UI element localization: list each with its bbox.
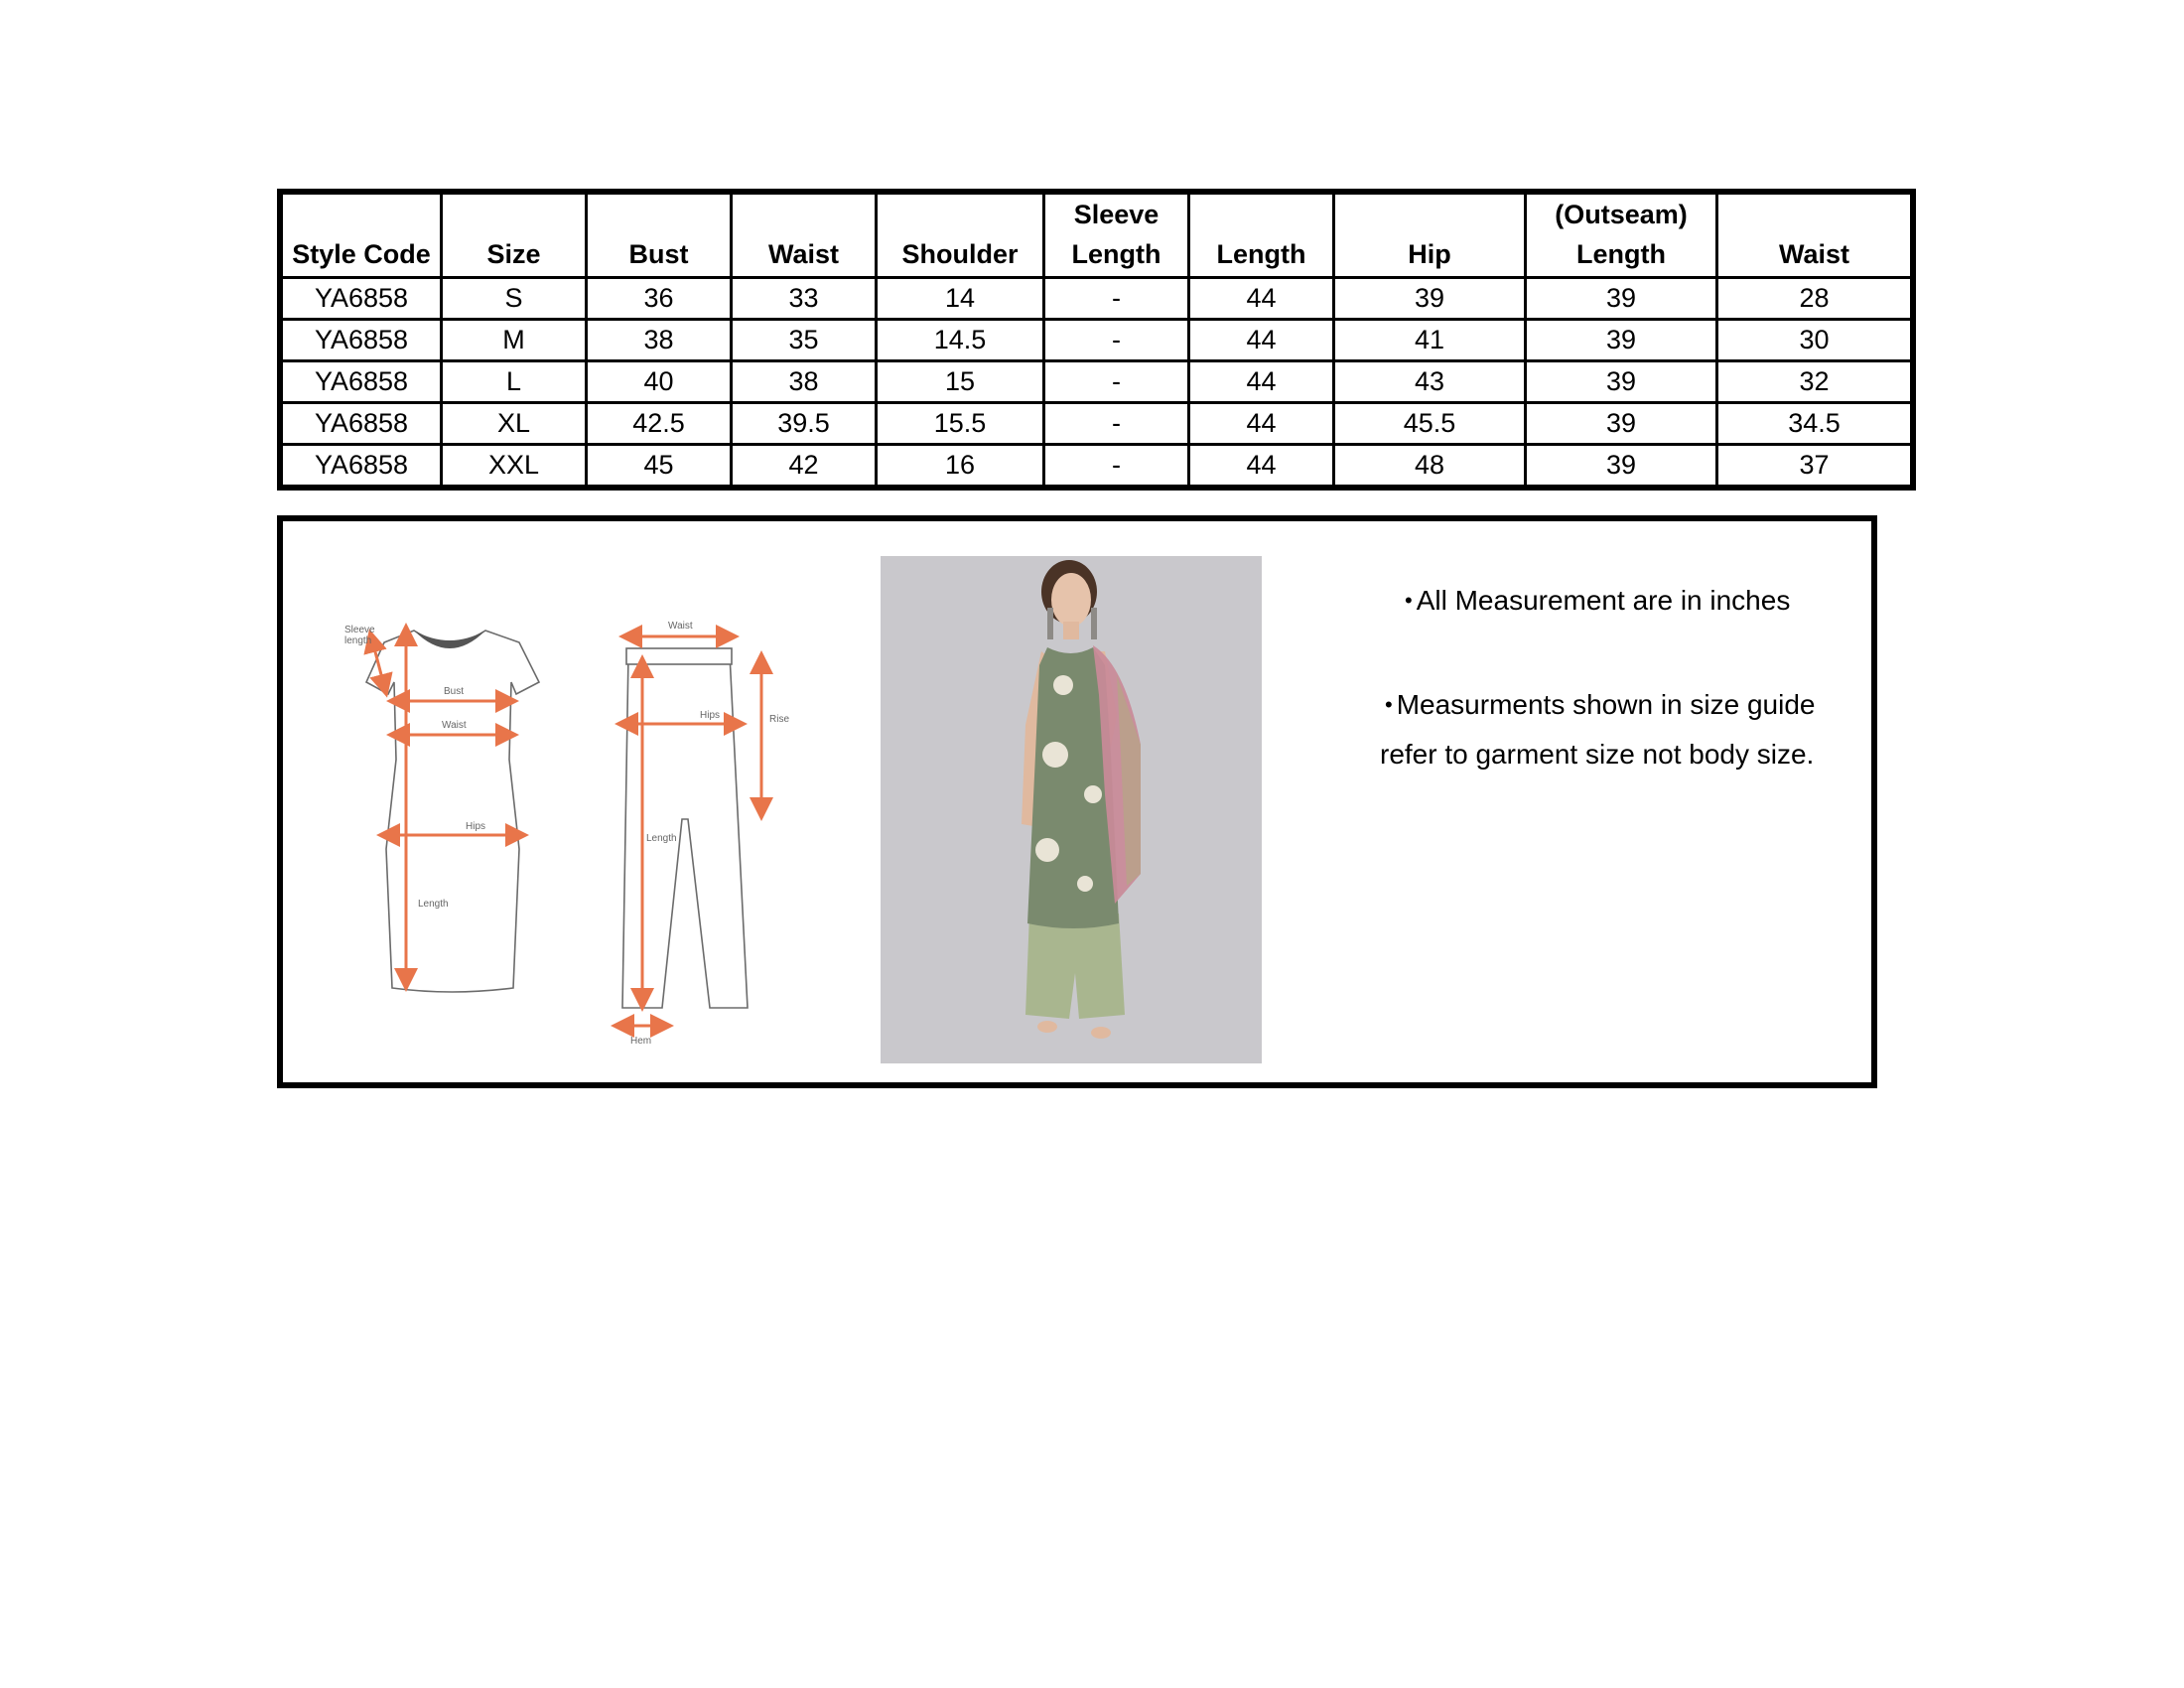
model-photo (881, 556, 1262, 1063)
column-header (732, 192, 877, 278)
model-face (1051, 573, 1091, 627)
column-header-line: Sleeve (1073, 200, 1160, 229)
column-header (877, 192, 1044, 278)
table-cell: 37 (1717, 445, 1914, 489)
column-header (442, 192, 587, 278)
bullet-icon: • (1385, 692, 1393, 717)
column-header (1717, 192, 1914, 278)
kurta-sleeve-label-1: Sleeve (344, 625, 375, 635)
column-header-line: Hip (1408, 239, 1451, 269)
table-row (280, 278, 1913, 320)
column-header (1526, 192, 1717, 278)
print-flower (1042, 742, 1068, 768)
kurta-outline (366, 631, 539, 992)
table-cell: YA6858 (280, 320, 442, 361)
table-cell: 39 (1526, 320, 1717, 361)
column-header-line: Waist (767, 239, 839, 269)
column-header-line: Shoulder (901, 239, 1019, 269)
column-header-line: Length (1071, 239, 1161, 269)
table-cell: 41 (1334, 320, 1526, 361)
table-cell: 44 (1189, 445, 1334, 489)
print-flower (1035, 838, 1059, 862)
info-box (277, 515, 1877, 1088)
table-cell: 48 (1334, 445, 1526, 489)
table-cell: 39 (1526, 361, 1717, 403)
column-header-line: Style Code (292, 239, 431, 269)
column-header (1044, 192, 1189, 278)
table-cell: 39 (1526, 278, 1717, 320)
table-cell: 38 (587, 320, 732, 361)
table-cell: 35 (732, 320, 877, 361)
table-cell: - (1044, 445, 1189, 489)
size-table (277, 189, 1916, 491)
model-foot-right (1091, 1027, 1111, 1039)
table-cell: 34.5 (1717, 403, 1914, 445)
table-cell: - (1044, 320, 1189, 361)
table-cell: XL (442, 403, 587, 445)
note-garment-size-text-2: refer to garment size not body size. (1380, 739, 1815, 770)
table-cell: - (1044, 361, 1189, 403)
table-cell: YA6858 (280, 278, 442, 320)
column-header-line: (Outseam) (1555, 200, 1688, 229)
column-header-line: Size (486, 239, 541, 269)
earring-right (1091, 608, 1097, 639)
table-row (280, 320, 1913, 361)
model-neck (1063, 622, 1079, 639)
table-cell: 14 (877, 278, 1044, 320)
table-cell: 39.5 (732, 403, 877, 445)
table-cell: S (442, 278, 587, 320)
pants-measurement-diagram (591, 611, 789, 1067)
table-cell: YA6858 (280, 361, 442, 403)
table-row (280, 403, 1913, 445)
table-row (280, 361, 1913, 403)
table-cell: M (442, 320, 587, 361)
kurta-sleeve-label-2: length (344, 635, 372, 646)
kurta-hips-label: Hips (466, 821, 486, 832)
print-flower (1084, 785, 1102, 803)
column-header-line: Waist (1778, 239, 1849, 269)
table-header-row (280, 192, 1913, 278)
column-header (1189, 192, 1334, 278)
table-cell: 39 (1334, 278, 1526, 320)
print-flower (1053, 675, 1073, 695)
note-measurement-unit-text: All Measurement are in inches (1416, 585, 1791, 616)
table-cell: 15 (877, 361, 1044, 403)
table-cell: 16 (877, 445, 1044, 489)
pants-rise-label: Rise (769, 714, 789, 725)
note-garment-size-text-1: Measurments shown in size guide (1396, 689, 1816, 720)
table-cell: 40 (587, 361, 732, 403)
table-cell: XXL (442, 445, 587, 489)
table-cell: 28 (1717, 278, 1914, 320)
table-cell: 36 (587, 278, 732, 320)
table-cell: 32 (1717, 361, 1914, 403)
kurta-length-label: Length (418, 899, 449, 910)
bullet-icon: • (1405, 588, 1413, 613)
table-cell: 33 (732, 278, 877, 320)
table-cell: 30 (1717, 320, 1914, 361)
table-cell: 44 (1189, 361, 1334, 403)
table-cell: 45 (587, 445, 732, 489)
column-header (587, 192, 732, 278)
pants-waistband (626, 648, 732, 664)
table-cell: 42 (732, 445, 877, 489)
table-cell: 44 (1189, 320, 1334, 361)
earring-left (1047, 608, 1053, 639)
table-cell: 43 (1334, 361, 1526, 403)
table-cell: 38 (732, 361, 877, 403)
kurta-bust-label: Bust (444, 686, 465, 697)
kurta-waist-label: Waist (442, 720, 467, 731)
note-measurement-unit (1405, 576, 1790, 626)
table-cell: 44 (1189, 278, 1334, 320)
table-cell: - (1044, 403, 1189, 445)
pants-hem-label: Hem (630, 1036, 652, 1047)
table-cell: - (1044, 278, 1189, 320)
table-cell: YA6858 (280, 445, 442, 489)
table-cell: 44 (1189, 403, 1334, 445)
table-cell: YA6858 (280, 403, 442, 445)
print-flower (1077, 876, 1093, 892)
table-cell: 45.5 (1334, 403, 1526, 445)
table-cell: 39 (1526, 445, 1717, 489)
column-header (280, 192, 442, 278)
pants-waist-label: Waist (668, 621, 693, 632)
table-cell: L (442, 361, 587, 403)
column-header-line: Bust (628, 239, 689, 269)
pants-hips-label: Hips (700, 710, 721, 721)
kurta-measurement-diagram (333, 611, 561, 1028)
table-body (280, 278, 1913, 489)
pants-length-label: Length (646, 833, 677, 844)
note-garment-size-line-2 (1380, 730, 1814, 779)
column-header-line: Length (1216, 239, 1306, 269)
table-cell: 15.5 (877, 403, 1044, 445)
column-header-line: Length (1576, 239, 1666, 269)
table-row (280, 445, 1913, 489)
table-cell: 39 (1526, 403, 1717, 445)
table-cell: 14.5 (877, 320, 1044, 361)
note-garment-size-line-1 (1385, 680, 1815, 730)
table-cell: 42.5 (587, 403, 732, 445)
model-foot-left (1037, 1021, 1057, 1033)
column-header (1334, 192, 1526, 278)
